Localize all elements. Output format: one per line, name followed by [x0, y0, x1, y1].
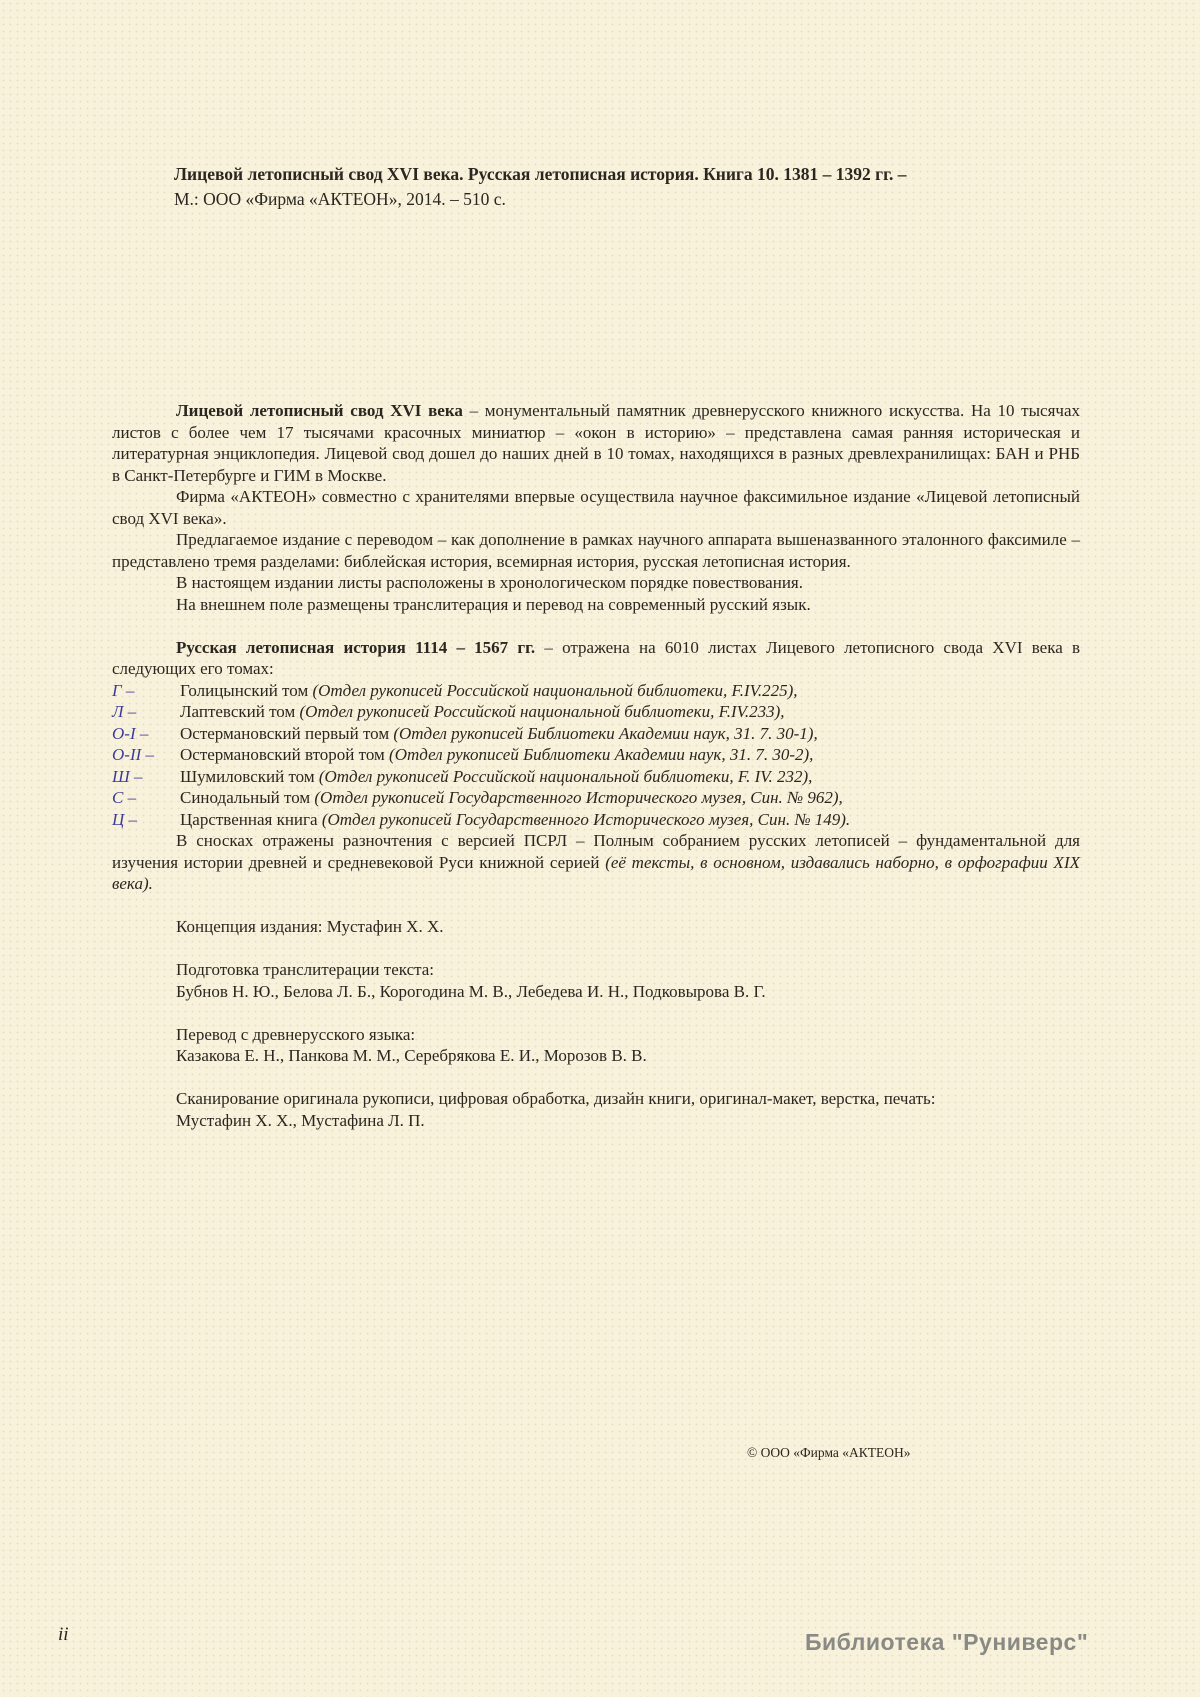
credit-production-names: Мустафин Х. Х., Мустафина Л. П.: [176, 1110, 425, 1130]
credit-translation-names: Казакова Е. Н., Панкова М. М., Серебрякова Е. И., Морозов В. В.: [176, 1046, 647, 1065]
intro-paragraph-4: В настоящем издании листы расположены в хронологическом порядке повествования.: [176, 573, 803, 592]
bibliographic-citation: [174, 162, 974, 212]
annotation-body: [112, 400, 1080, 1131]
volume-letter: Л –: [112, 702, 137, 721]
volume-entry: [180, 787, 1080, 809]
copyright-notice: © ООО «Фирма «АКТЕОН»: [747, 1445, 911, 1460]
volume-entry: [180, 680, 1080, 702]
volume-name: Остермановский второй том: [180, 745, 390, 764]
intro-paragraph-3: Предлагаемое издание с переводом – как дополнение в рамках научного аппарата вышеназванного эталонного факсимиле – представлено тремя разделами: библейская история, всемирная история, русская летописная история.: [112, 530, 1080, 571]
credit-transliteration-heading: Подготовка транслитерации текста:: [176, 960, 435, 979]
section-heading-lead: Русская летописная история 1114 – 1567 гг.: [176, 637, 536, 657]
citation-title: Лицевой летописный свод XVI века. Русская летописная история. Книга 10. 1381 – 1392 гг. –: [174, 164, 907, 184]
volume-name: Голицынский том: [180, 680, 313, 700]
intro-paragraph-1: [112, 400, 1080, 486]
intro-paragraph-2: Фирма «АКТЕОН» совместно с хранителями впервые осуществила научное факсимильное издание «Лицевой летописный свод XVI века».: [112, 487, 1080, 528]
volume-row: [112, 809, 1080, 831]
footnote-regular: В сносках отражены разночтения с версией ПСРЛ – Полным собранием русских летописей – фундаментальной для изучения истории древней и средневековой Руси книжной серией: [112, 831, 1080, 872]
footnote-paragraph: [112, 830, 1080, 895]
volume-row: [112, 680, 1080, 702]
section-heading: [112, 637, 1080, 680]
intro-paragraph-1-lead: Лицевой летописный свод XVI века: [176, 401, 463, 420]
volume-source: (Отдел рукописей Государственного Исторического музея, Син. № 149).: [321, 809, 851, 829]
volume-source: (Отдел рукописей Библиотеки Академии наук, 31. 7. 30-1),: [393, 723, 818, 743]
volume-source: (Отдел рукописей Российской национальной библиотеки, F.IV.233),: [299, 702, 785, 721]
runivers-library-watermark: Библиотека "Руниверс": [805, 1629, 1089, 1655]
volume-entry: [180, 723, 1080, 745]
volume-letter: Ш –: [112, 766, 143, 786]
volume-name: Остермановский первый том: [180, 723, 394, 743]
volume-letter: О-II –: [112, 745, 155, 764]
page-number: ii: [58, 1624, 69, 1645]
volume-entry: [180, 766, 1080, 788]
volume-row: [112, 701, 1080, 723]
volume-source: (Отдел рукописей Государственного Исторического музея, Син. № 962),: [314, 788, 843, 807]
volume-name: Синодальный том: [180, 788, 315, 807]
volume-letter: О-I –: [112, 723, 149, 743]
intro-paragraph-1-rest: – монументальный памятник древнерусского книжного искусства. На 10 тысячах листов с более чем 17 тысячами красочных миниатюр – «окон в историю» – представлена самая ранняя историческая и литературная энциклопедия. Лицевой свод дошел до наших дней в 10 томах, находящихся в разных древлехранилищах: БАН и РНБ в Санкт-Петербурге и ГИМ в Москве.: [112, 401, 1080, 485]
volume-entry: [180, 701, 1080, 723]
volume-row: [112, 787, 1080, 809]
intro-paragraph-5: На внешнем поле размещены транслитерация и перевод на современный русский язык.: [176, 594, 811, 614]
credit-translation-heading: Перевод с древнерусского языка:: [176, 1024, 416, 1044]
volume-letter: С –: [112, 788, 137, 807]
volume-letter: Г –: [112, 680, 135, 700]
volume-letter: Ц –: [112, 809, 138, 829]
citation-imprint: М.: ООО «Фирма «АКТЕОН», 2014. – 510 с.: [174, 189, 506, 209]
volume-entry: [180, 809, 1080, 831]
volume-source: (Отдел рукописей Российской национальной библиотеки, F.IV.225),: [312, 680, 798, 700]
volume-row: [112, 723, 1080, 745]
footnote-italic: (её тексты, в основном, издавались наборно, в орфографии XIX века).: [112, 852, 1080, 893]
volume-source: (Отдел рукописей Российской национальной библиотеки, F. IV. 232),: [318, 766, 813, 786]
volume-row: [112, 766, 1080, 788]
volume-entry: [180, 744, 1080, 766]
volume-name: Лаптевский том: [180, 702, 300, 721]
volume-row: [112, 744, 1080, 766]
credit-concept: Концепция издания: Мустафин Х. Х.: [176, 917, 444, 936]
volume-name: Царственная книга: [180, 809, 322, 829]
volume-name: Шумиловский том: [180, 766, 319, 786]
credit-production-heading: Сканирование оригинала рукописи, цифровая обработка, дизайн книги, оригинал-макет, верстка, печать:: [176, 1089, 936, 1108]
section-heading-rest: – отражена на 6010 листах Лицевого летописного свода XVI века в следующих его томах:: [112, 637, 1080, 678]
credit-transliteration-names: Бубнов Н. Ю., Белова Л. Б., Корогодина М. В., Лебедева И. Н., Подковырова В. Г.: [176, 981, 766, 1001]
volume-source: (Отдел рукописей Библиотеки Академии наук, 31. 7. 30-2),: [389, 745, 814, 764]
